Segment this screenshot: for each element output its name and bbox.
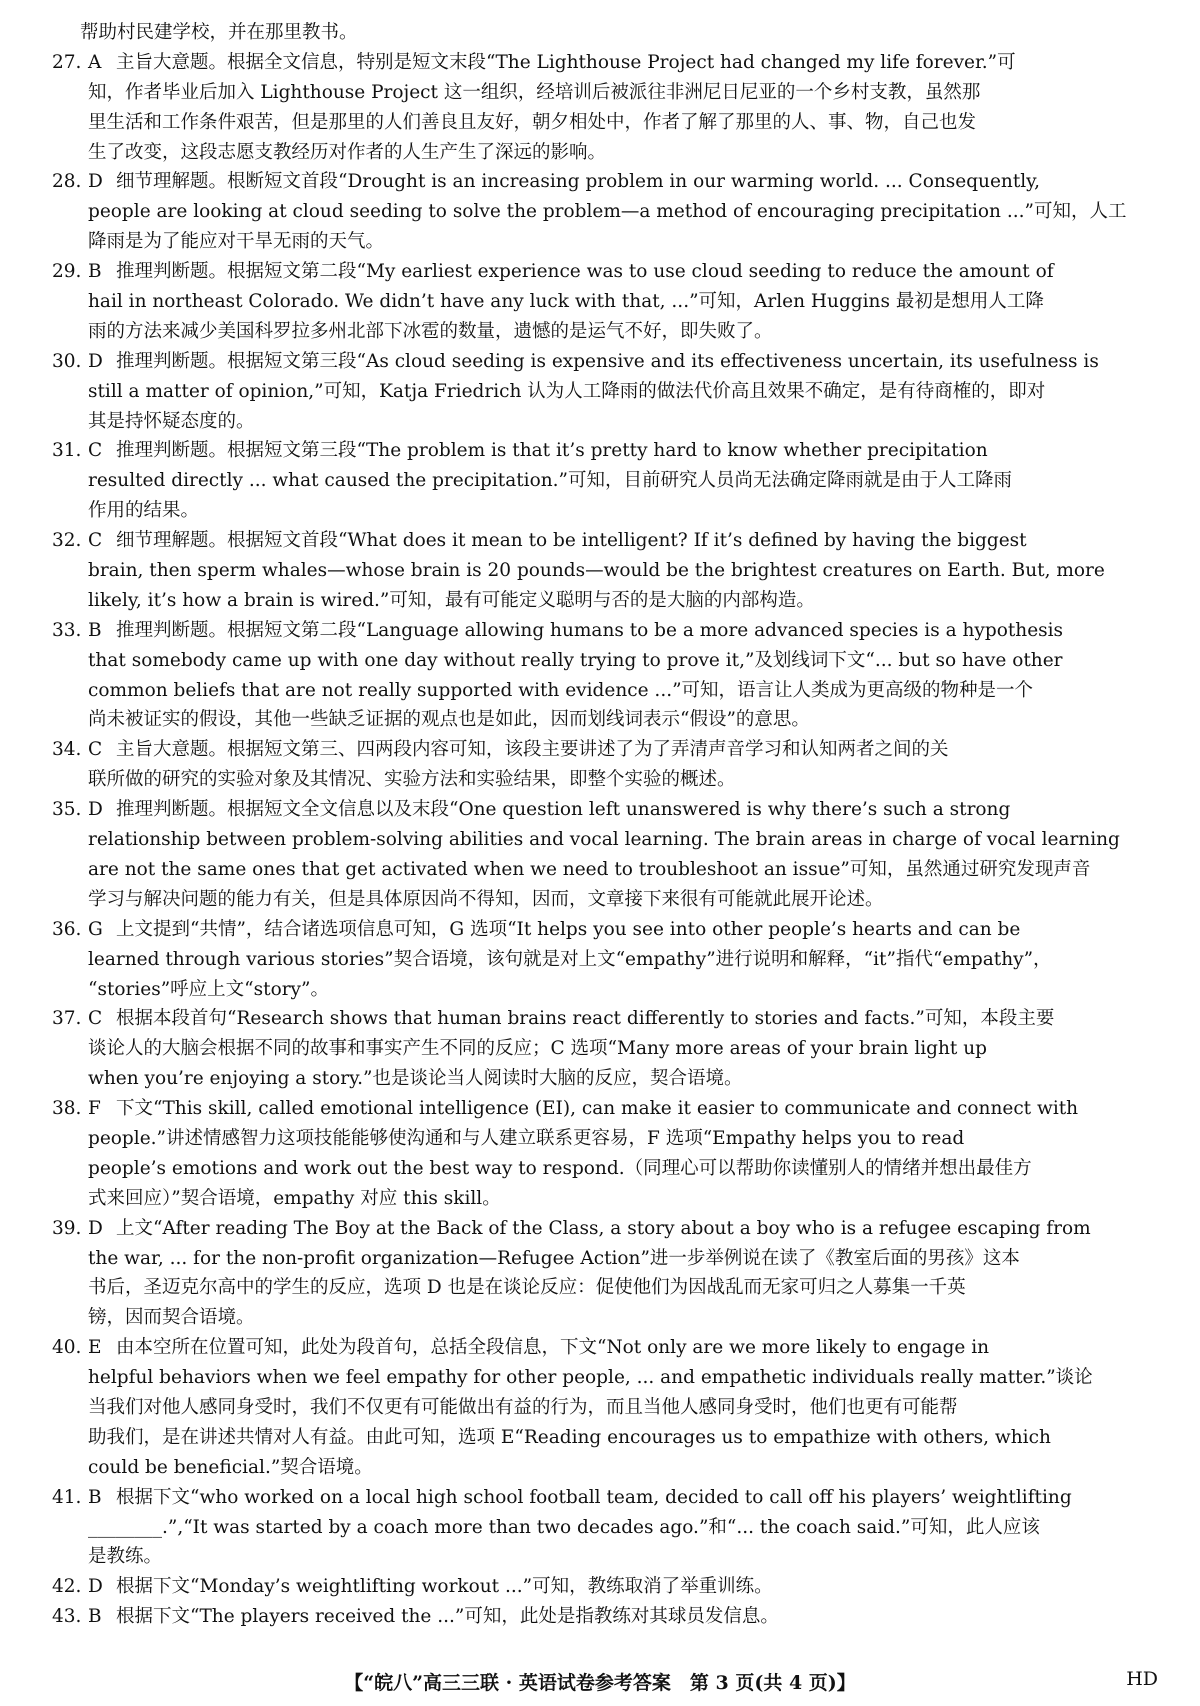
explanation-text: 下文“This skill, called emotional intelligence (EI), can make it easier to communicate and connect with bbox=[116, 1098, 1079, 1120]
explanation-continuation-line: likely, it’s how a brain is wired.”可知，最有可能定义聪明与否的是大脑的内部构造。 bbox=[88, 589, 815, 611]
answer-letter: B bbox=[88, 619, 102, 641]
explanation-text: 推理判断题。根据短文第三段“The problem is that it’s pretty hard to know whether precipitation bbox=[116, 440, 988, 462]
explanation-text: 上文提到“共情”，结合诸选项信息可知，G 选项“It helps you see into other people’s hearts and can be bbox=[116, 918, 1021, 940]
answer-item-first-line bbox=[52, 1572, 1156, 1602]
answer-item-first-line bbox=[52, 1333, 1156, 1363]
answer-letter: D bbox=[88, 1217, 103, 1239]
explanation-continuation-line: 书后，圣迈克尔高中的学生的反应，选项 D 也是在谈论反应：促使他们为因战乱而无家可归之人募集一千英 bbox=[88, 1277, 966, 1299]
question-number: 33. bbox=[52, 619, 82, 641]
explanation-continuation-line: relationship between problem-solving abilities and vocal learning. The brain areas in charge of vocal learning bbox=[88, 829, 1120, 851]
footer-title: 【“皖八”高三三联 · 英语试卷参考答案 第 3 页(共 4 页)】 bbox=[344, 1672, 856, 1694]
explanation-continuation-line: 当我们对他人感同身受时，我们不仅更有可能做出有益的行为，而且当他人感同身受时，他们也更有可能帮 bbox=[88, 1396, 958, 1418]
explanation-continuation-line: 式来回应）”契合语境，empathy 对应 this skill。 bbox=[88, 1187, 501, 1209]
explanation-text: 根据本段首句“Research shows that human brains react differently to stories and facts.”可知，本段主要 bbox=[116, 1008, 1055, 1030]
answer-letter: D bbox=[88, 799, 103, 821]
explanation-continuation-line: 降雨是为了能应对干旱无雨的天气。 bbox=[88, 231, 385, 253]
answer-item-first-line bbox=[52, 1602, 1156, 1632]
answer-item-first-line bbox=[52, 1483, 1156, 1513]
question-number: 31. bbox=[52, 440, 82, 462]
answer-letter: C bbox=[88, 739, 103, 761]
answer-letter: D bbox=[88, 171, 103, 193]
explanation-text: 推理判断题。根据短文全文信息以及末段“One question left unanswered is why there’s such a strong bbox=[116, 799, 1011, 821]
answer-item-first-line bbox=[52, 347, 1156, 377]
question-number: 29. bbox=[52, 261, 82, 283]
answer-letter: D bbox=[88, 350, 103, 372]
answer-letter: C bbox=[88, 440, 103, 462]
explanation-text: 推理判断题。根据短文第三段“As cloud seeding is expensive and its effectiveness uncertain, its usefulness is bbox=[116, 350, 1099, 372]
explanation-continuation-line: 尚未被证实的假设，其他一些缺乏证据的观点也是如此，因而划线词表示“假设”的意思。 bbox=[88, 709, 810, 731]
question-number: 30. bbox=[52, 350, 82, 372]
explanation-continuation-line: 镑，因而契合语境。 bbox=[88, 1307, 255, 1329]
explanation-text: 根据下文“The players received the ...”可知，此处是指教练对其球员发信息。 bbox=[116, 1606, 779, 1628]
explanation-continuation-line: could be beneficial.”契合语境。 bbox=[88, 1456, 373, 1478]
explanation-text: 细节理解题。根据短文首段“What does it mean to be intelligent? If it’s defined by having the biggest bbox=[116, 530, 1027, 552]
question-number: 38. bbox=[52, 1098, 82, 1120]
answer-item-first-line bbox=[52, 1094, 1156, 1124]
explanation-text: 上文“After reading The Boy at the Back of the Class, a story about a boy who is a refugee escaping from bbox=[116, 1217, 1091, 1239]
answer-letter: A bbox=[88, 51, 102, 73]
question-number: 37. bbox=[52, 1008, 82, 1030]
answer-letter: C bbox=[88, 530, 103, 552]
explanation-text: 细节理解题。根断短文首段“Drought is an increasing problem in our warming world. ... Consequently, bbox=[116, 171, 1041, 193]
answer-letter: B bbox=[88, 1486, 102, 1508]
explanation-text: 推理判断题。根据短文第二段“Language allowing humans to be a more advanced species is a hypothesis bbox=[116, 619, 1064, 641]
explanation-continuation-line: the war, ... for the non-profit organization—Refugee Action”进一步举例说在读了《教室后面的男孩》这本 bbox=[88, 1247, 1020, 1269]
answer-item-first-line bbox=[52, 436, 1156, 466]
explanation-continuation-line: that somebody came up with one day without really trying to prove it,”及划线词下文“... but so have other bbox=[88, 649, 1063, 671]
explanation-continuation-line: ________.”,“It was started by a coach more than two decades ago.”和“... the coach said.”可知，此人应该 bbox=[88, 1516, 1040, 1538]
explanation-continuation-line: 谈论人的大脑会根据不同的故事和事实产生不同的反应；C 选项“Many more areas of your brain light up bbox=[88, 1038, 987, 1060]
answer-letter: C bbox=[88, 1008, 103, 1030]
explanation-text: 根据下文“who worked on a local high school football team, decided to call off his players’ weightlifting bbox=[116, 1486, 1072, 1508]
answer-item-first-line bbox=[52, 48, 1156, 78]
explanation-continuation-line: “stories”呼应上文“story”。 bbox=[88, 978, 329, 1000]
question-number: 34. bbox=[52, 739, 82, 761]
explanation-continuation-line: helpful behaviors when we feel empathy for other people, ... and empathetic individuals really matter.”谈论 bbox=[88, 1367, 1093, 1389]
answer-letter: G bbox=[88, 918, 103, 940]
explanation-continuation-line: 里生活和工作条件艰苦，但是那里的人们善良且友好，朝夕相处中，作者了解了那里的人、事、物，自己也发 bbox=[88, 111, 977, 133]
answer-item-first-line bbox=[52, 1214, 1156, 1244]
page-footer bbox=[0, 1668, 1200, 1698]
explanation-continuation-line: hail in northeast Colorado. We didn’t have any luck with that, ...”可知，Arlen Huggins 最初是想用人工降 bbox=[88, 291, 1044, 313]
explanation-text: 推理判断题。根据短文第二段“My earliest experience was to use cloud seeding to reduce the amount of bbox=[116, 261, 1054, 283]
question-number: 42. bbox=[52, 1576, 82, 1598]
answer-letter: E bbox=[88, 1337, 102, 1359]
footer-code: HD bbox=[1126, 1668, 1158, 1690]
answer-item-first-line bbox=[52, 915, 1156, 945]
answer-item-first-line bbox=[52, 795, 1156, 825]
explanation-continuation-line: people’s emotions and work out the best way to respond.（同理心可以帮助你读懂别人的情绪并想出最佳方 bbox=[88, 1157, 1032, 1179]
explanation-continuation-line: brain, then sperm whales—whose brain is 20 pounds—would be the brightest creatures on Earth. But, more bbox=[88, 560, 1105, 582]
question-number: 36. bbox=[52, 918, 82, 940]
answer-item-first-line bbox=[52, 526, 1156, 556]
explanation-continuation-line: still a matter of opinion,”可知，Katja Friedrich 认为人工降雨的做法代价高且效果不确定，是有待商榷的，即对 bbox=[88, 380, 1046, 402]
explanation-continuation-line: 助我们，是在讲述共情对人有益。由此可知，选项 E“Reading encourages us to empathize with others, which bbox=[88, 1426, 1051, 1448]
explanation-continuation-line: 联所做的研究的实验对象及其情况、实验方法和实验结果，即整个实验的概述。 bbox=[88, 769, 736, 791]
explanation-text: 主旨大意题。根据短文第三、四两段内容可知，该段主要讲述了为了弄清声音学习和认知两者之间的关 bbox=[116, 739, 949, 761]
question-number: 28. bbox=[52, 171, 82, 193]
question-number: 27. bbox=[52, 51, 82, 73]
explanation-continuation-line: 帮助村民建学校，并在那里教书。 bbox=[80, 22, 358, 43]
answer-item-first-line bbox=[52, 735, 1156, 765]
answer-item-first-line bbox=[52, 616, 1156, 646]
answer-letter: D bbox=[88, 1576, 103, 1598]
explanation-continuation-line: 其是持怀疑态度的。 bbox=[88, 410, 255, 432]
answer-letter: B bbox=[88, 261, 102, 283]
question-number: 39. bbox=[52, 1217, 82, 1239]
answer-item-first-line bbox=[52, 167, 1156, 197]
explanation-continuation-line: resulted directly ... what caused the precipitation.”可知，目前研究人员尚无法确定降雨就是由于人工降雨 bbox=[88, 470, 1012, 492]
explanation-continuation-line: learned through various stories”契合语境，该句就是对上文“empathy”进行说明和解释，“it”指代“empathy”， bbox=[88, 948, 1052, 970]
explanation-continuation-line: are not the same ones that get activated when we need to troubleshoot an issue”可知，虽然通过研究发现声音 bbox=[88, 858, 1091, 880]
explanation-text: 主旨大意题。根据全文信息，特别是短文末段“The Lighthouse Project had changed my life forever.”可 bbox=[116, 51, 1016, 73]
explanation-continuation-line: 学习与解决问题的能力有关，但是具体原因尚不得知，因而，文章接下来很有可能就此展开论述。 bbox=[88, 888, 884, 910]
explanation-continuation-line: common beliefs that are not really supported with evidence ...”可知，语言让人类成为更高级的物种是一个 bbox=[88, 679, 1034, 701]
explanation-continuation-line: 雨的方法来减少美国科罗拉多州北部下冰雹的数量，遗憾的是运气不好，即失败了。 bbox=[88, 320, 773, 342]
explanation-continuation-line: 是教练。 bbox=[88, 1546, 163, 1568]
explanation-text: 根据下文“Monday’s weightlifting workout ...”可知，教练取消了举重训练。 bbox=[116, 1576, 773, 1598]
explanation-continuation-line: people are looking at cloud seeding to solve the problem—a method of encouraging precipitation ...”可知，人工 bbox=[88, 201, 1127, 223]
answer-item-first-line bbox=[52, 257, 1156, 287]
explanation-continuation-line: 作用的结果。 bbox=[88, 500, 200, 522]
question-number: 41. bbox=[52, 1486, 82, 1508]
explanation-continuation-line: 知，作者毕业后加入 Lighthouse Project 这一组织，经培训后被派往非洲尼日尼亚的一个乡村支教，虽然那 bbox=[88, 81, 981, 103]
explanation-text: 由本空所在位置可知，此处为段首句，总括全段信息，下文“Not only are we more likely to engage in bbox=[116, 1337, 990, 1359]
explanation-continuation-line: 生了改变，这段志愿支教经历对作者的人生产生了深远的影响。 bbox=[88, 141, 607, 163]
explanation-continuation-line: people.”讲述情感智力这项技能能够使沟通和与人建立联系更容易，F 选项“Empathy helps you to read bbox=[88, 1127, 965, 1149]
answer-key-content bbox=[52, 18, 1156, 1632]
answer-letter: B bbox=[88, 1606, 102, 1628]
question-number: 43. bbox=[52, 1606, 82, 1628]
answer-letter: F bbox=[88, 1098, 101, 1120]
question-number: 40. bbox=[52, 1337, 82, 1359]
question-number: 35. bbox=[52, 799, 82, 821]
answer-item-first-line bbox=[52, 1004, 1156, 1034]
question-number: 32. bbox=[52, 530, 82, 552]
explanation-continuation-line: when you’re enjoying a story.”也是谈论当人阅读时大脑的反应，契合语境。 bbox=[88, 1068, 743, 1090]
